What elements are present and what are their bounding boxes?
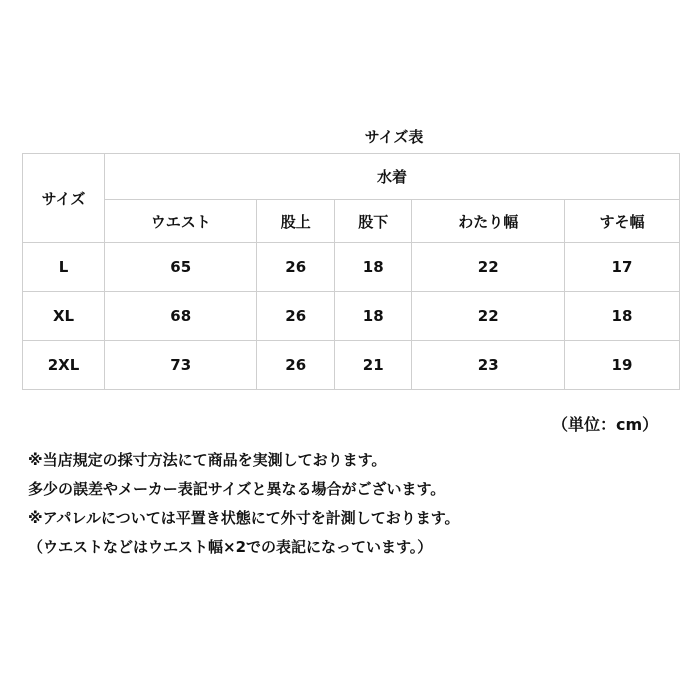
table-cell: 18 — [564, 292, 679, 341]
table-column-header-row — [23, 200, 680, 243]
table-header-row — [23, 154, 680, 200]
note-line: ※アパレルについては平置き状態にて外寸を計測しております。 — [28, 509, 460, 527]
unit-note: （単位：cm） — [552, 415, 659, 434]
size-corner-label: サイズ — [23, 154, 105, 243]
group-header: 水着 — [105, 154, 680, 200]
table-cell: 65 — [105, 243, 257, 292]
table-cell: 17 — [564, 243, 679, 292]
column-header: 股下 — [334, 200, 412, 243]
table-cell: 68 — [105, 292, 257, 341]
table-cell: 22 — [412, 292, 564, 341]
note-line: 多少の誤差やメーカー表記サイズと異なる場合がございます。 — [28, 480, 446, 498]
table-cell: 26 — [257, 243, 335, 292]
table-cell: 26 — [257, 292, 335, 341]
column-header: 股上 — [257, 200, 335, 243]
table-cell: 19 — [564, 341, 679, 390]
column-header: わたり幅 — [412, 200, 564, 243]
table-cell: 18 — [334, 292, 412, 341]
table-row — [23, 341, 680, 390]
notes — [28, 446, 460, 562]
column-header: ウエスト — [105, 200, 257, 243]
note-line: ※当店規定の採寸方法にて商品を実測しております。 — [28, 451, 387, 469]
table-cell: 18 — [334, 243, 412, 292]
table-row — [23, 243, 680, 292]
table-cell: 73 — [105, 341, 257, 390]
size-label: XL — [23, 292, 105, 341]
table-row — [23, 292, 680, 341]
size-table — [22, 153, 680, 390]
table-cell: 23 — [412, 341, 564, 390]
page-title: サイズ表 — [364, 128, 424, 146]
table-cell: 26 — [257, 341, 335, 390]
column-header: すそ幅 — [564, 200, 679, 243]
size-label: 2XL — [23, 341, 105, 390]
size-label: L — [23, 243, 105, 292]
table-cell: 22 — [412, 243, 564, 292]
note-line: （ウエストなどはウエスト幅×2での表記になっています。） — [28, 538, 433, 556]
table-cell: 21 — [334, 341, 412, 390]
